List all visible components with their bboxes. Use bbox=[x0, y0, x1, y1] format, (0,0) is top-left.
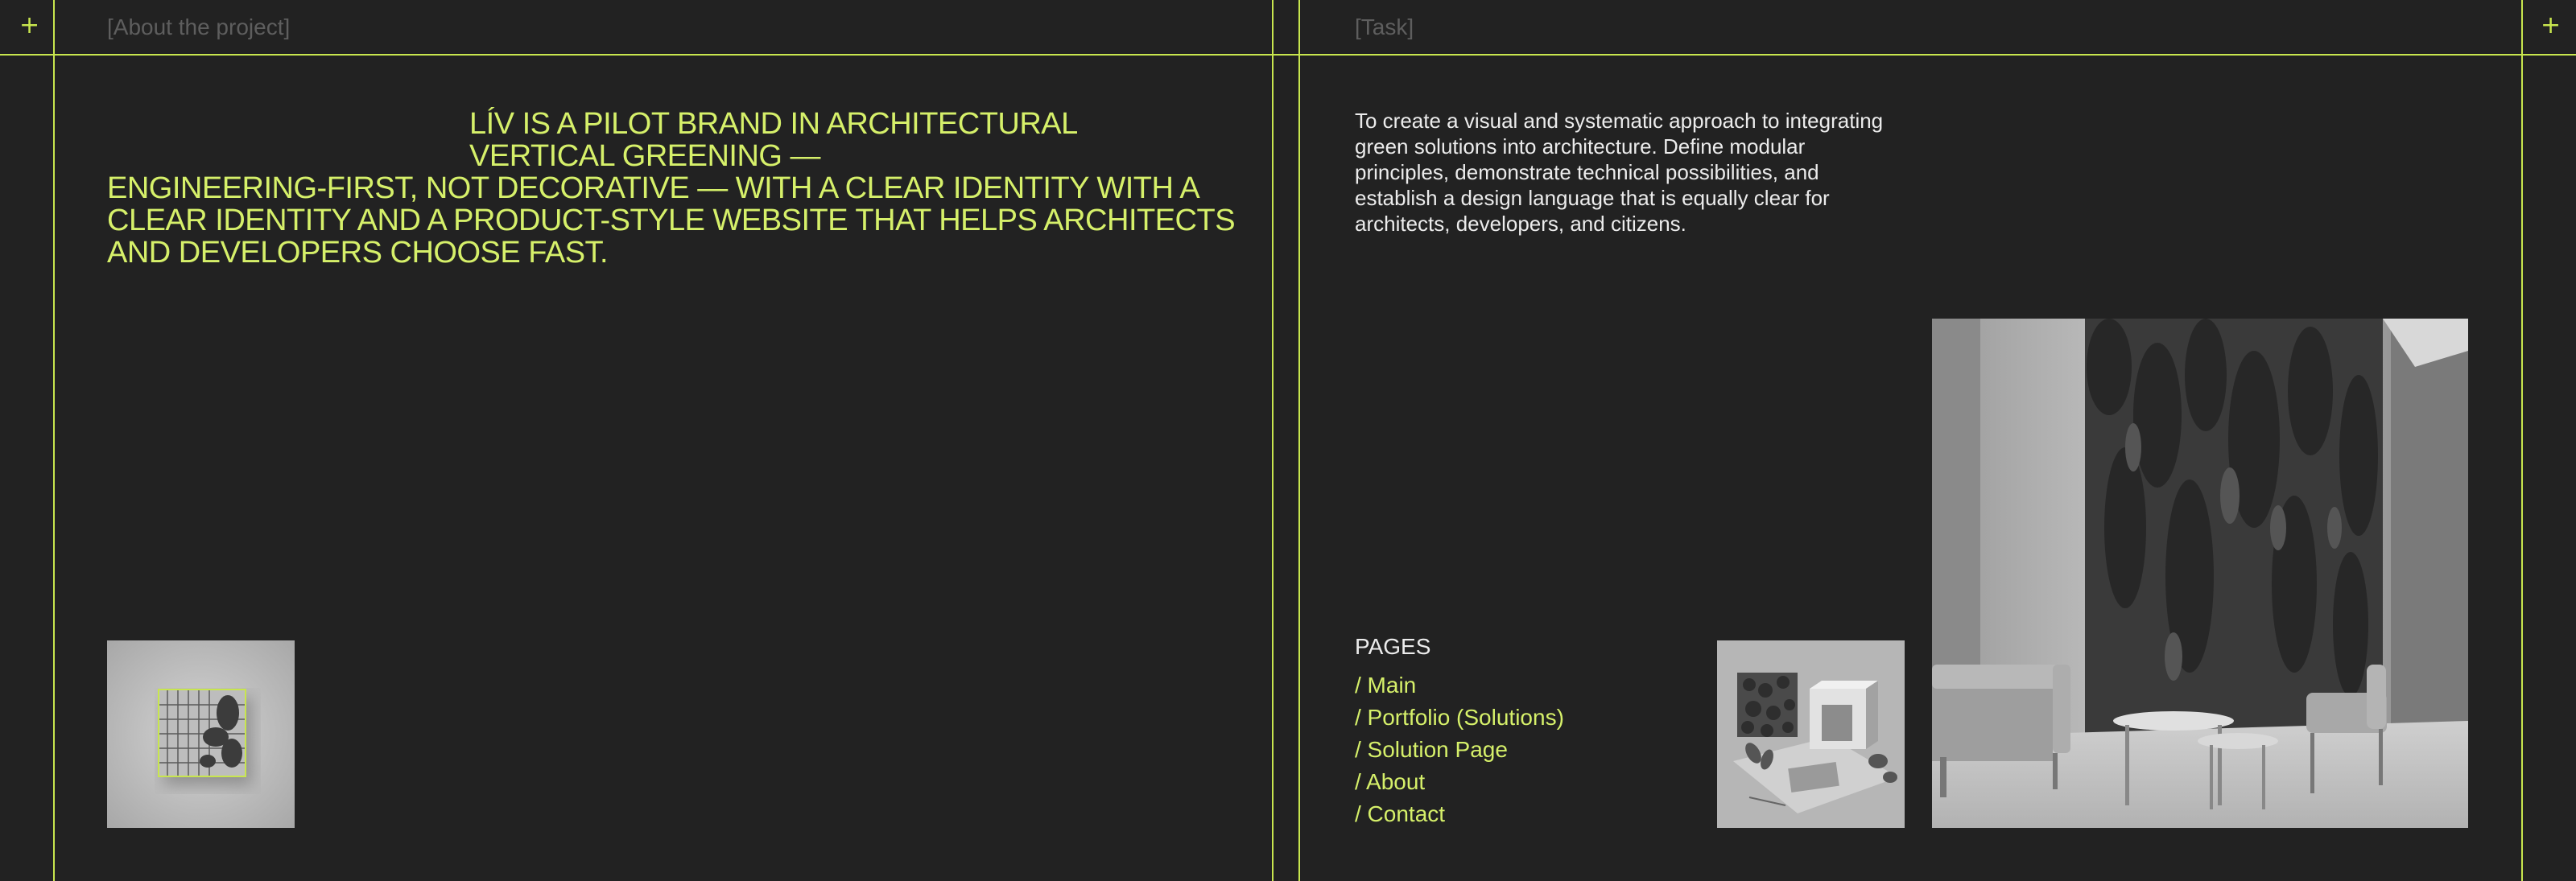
task-description: To create a visual and systematic approach to integrating green solutions into architecture. Define modular principles, demonstrate technical possibilities, and establish a design language that is equally clear for architects, developers, and citizens. bbox=[1355, 109, 1884, 236]
grid-line-right bbox=[2521, 0, 2523, 881]
headline-rest: ENGINEERING-FIRST, NOT DECORATIVE — WITH A CLEAR IDENTITY WITH A CLEAR IDENTITY AND A PRODUCT-STYLE WEBSITE THAT HELPS ARCHITECTS AND DEVELOPERS CHOOSE FAST. bbox=[107, 171, 1236, 270]
living-wall-interior-image bbox=[1932, 319, 2468, 828]
grid-line-center-right bbox=[1298, 0, 1300, 881]
section-label-task: [Task] bbox=[1355, 14, 1414, 39]
pages-link-solution-page[interactable]: / Solution Page bbox=[1355, 737, 1508, 762]
section-label-about: [About the project] bbox=[107, 14, 291, 39]
grid-line-left bbox=[53, 0, 55, 881]
pages-link-about[interactable]: / About bbox=[1355, 769, 1426, 794]
materials-moodboard-image bbox=[1717, 640, 1905, 828]
grid-line-center-left bbox=[1272, 0, 1274, 881]
headline-line-1: LÍV IS A PILOT BRAND IN ARCHITECTURAL bbox=[469, 107, 1078, 141]
pages-nav bbox=[1355, 669, 1564, 830]
headline-line-2: VERTICAL GREENING — bbox=[469, 139, 821, 173]
grid-line-top bbox=[0, 54, 2576, 56]
about-headline bbox=[107, 108, 1250, 269]
plus-icon: + bbox=[2541, 11, 2562, 39]
green-module-image bbox=[107, 640, 295, 828]
pages-link-contact[interactable]: / Contact bbox=[1355, 801, 1446, 826]
plus-icon: + bbox=[19, 11, 40, 39]
pages-link-main[interactable]: / Main bbox=[1355, 673, 1417, 698]
pages-link-portfolio[interactable]: / Portfolio (Solutions) bbox=[1355, 705, 1564, 730]
pages-title: PAGES bbox=[1355, 634, 1431, 659]
